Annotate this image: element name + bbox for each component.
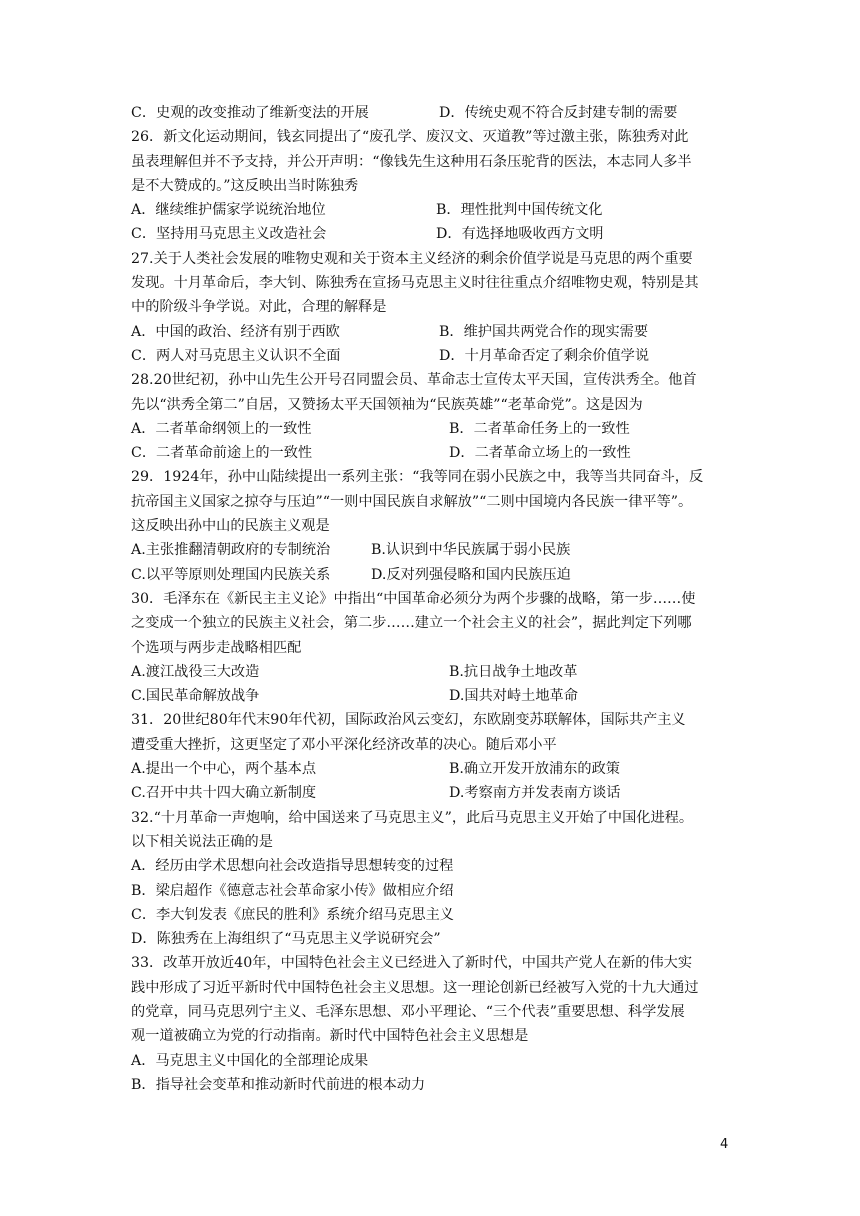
option-row [131, 684, 731, 708]
option-right: D.国共对峙土地革命 [449, 688, 578, 705]
option-right: B.抗日战争土地改革 [449, 663, 578, 680]
option-row [131, 781, 731, 805]
text-line: A．马克思主义中国化的全部理论成果 [131, 1052, 369, 1069]
option-row [131, 757, 731, 781]
text-line: 是不大赞成的。”这反映出当时陈独秀 [131, 177, 359, 194]
option-right: B．理性批判中国传统文化 [436, 202, 603, 219]
text-line: A．经历由学术思想向社会改造指导思想转变的过程 [131, 858, 454, 875]
option-row [131, 417, 731, 441]
text-line: 这反映出孙中山的民族主义观是 [131, 518, 330, 535]
text-line: 发现。十月革命后，李大钊、陈独秀在宣扬马克思主义时往往重点介绍唯物史观，特别是其 [131, 275, 699, 292]
text-line: 33．改革开放近40年，中国特色社会主义已经进入了新时代，中国共产党人在新的伟大实 [131, 955, 693, 972]
text-line: 之变成一个独立的民族主义社会，第二步……建立一个社会主义的社会”，据此判定下列哪 [131, 615, 692, 632]
text-line: 抗帝国主义国家之掠夺与压迫”“一则中国民族自求解放”“二则中国境内各民族一律平等”。 [131, 493, 693, 510]
option-right: D.考察南方并发表南方谈话 [449, 785, 621, 802]
option-right: D.反对列强侵略和国内民族压迫 [371, 566, 571, 583]
text-line: 31．20世纪80年代末90年代初，国际政治风云变幻，东欧剧变苏联解体，国际共产主义 [131, 712, 686, 729]
text-line: C．李大钊发表《庶民的胜利》系统介绍马克思主义 [131, 906, 454, 923]
option-row [131, 344, 731, 368]
option-right: B.认识到中华民族属于弱小民族 [371, 542, 571, 559]
option-left: A．二者革命纲领上的一致性 [131, 420, 312, 437]
option-row [131, 441, 731, 465]
option-row [131, 198, 731, 222]
page-number: 4 [720, 1137, 729, 1152]
option-left: A．继续维护儒家学说统治地位 [131, 202, 326, 219]
text-line: B．梁启超作《德意志社会革命家小传》做相应介绍 [131, 882, 454, 899]
option-right: D．有选择地吸收西方文明 [436, 226, 604, 243]
question-body [131, 101, 731, 1097]
option-right: B.确立开发开放浦东的政策 [449, 761, 620, 778]
option-left: A．中国的政治、经济有别于西欧 [131, 323, 340, 340]
option-row [131, 101, 731, 125]
option-right: D．二者革命立场上的一致性 [449, 445, 631, 462]
option-right: B．维护国共两党合作的现实需要 [439, 323, 649, 340]
text-line: 32.“十月革命一声炮响，给中国送来了马克思主义”，此后马克思主义开始了中国化进程。 [131, 809, 694, 826]
text-line: 28.20世纪初，孙中山先生公开号召同盟会员、革命志士宣传太平天国，宣传洪秀全。他首 [131, 372, 697, 389]
option-row [131, 222, 731, 246]
text-line: 30．毛泽东在《新民主主义论》中指出“中国革命必须分为两个步骤的战略，第一步……使 [131, 590, 696, 607]
text-line: 个选项与两步走战略相匹配 [131, 639, 302, 656]
text-line: 观一道被确立为党的行动指南。新时代中国特色社会主义思想是 [131, 1028, 529, 1045]
text-line: 先以“洪秀全第二”自居，又赞扬太平天国领袖为“民族英雄”“老革命党”。这是因为 [131, 396, 643, 413]
option-left: A.提出一个中心，两个基本点 [131, 761, 317, 778]
option-row [131, 320, 731, 344]
text-line: 以下相关说法正确的是 [131, 833, 273, 850]
text-line: 的党章，同马克思列宁主义、毛泽东思想、邓小平理论、“三个代表”重要思想、科学发展 [131, 1003, 685, 1020]
option-right: B．二者革命任务上的一致性 [449, 420, 630, 437]
option-right: D．十月革命否定了剩余价值学说 [439, 347, 650, 364]
text-line: B．指导社会变革和推动新时代前进的根本动力 [131, 1076, 426, 1093]
option-left: A.渡江战役三大改造 [131, 663, 260, 680]
option-left: C.国民革命解放战争 [131, 688, 260, 705]
option-row [131, 563, 731, 587]
option-left: C．史观的改变推动了维新变法的开展 [131, 105, 369, 121]
option-left: C.召开中共十四大确立新制度 [131, 785, 317, 802]
option-left: C．二者革命前途上的一致性 [131, 445, 313, 462]
option-left: C.以平等原则处理国内民族关系 [131, 566, 331, 583]
text-line: 29．1924年，孙中山陆续提出一系列主张：“我等同在弱小民族之中，我等当共同奋斗，反 [131, 469, 704, 486]
text-line: 遭受重大挫折，这更坚定了邓小平深化经济改革的决心。随后邓小平 [131, 736, 557, 753]
option-left: C．两人对马克思主义认识不全面 [131, 347, 341, 364]
option-row [131, 538, 731, 562]
option-left: A.主张推翻清朝政府的专制统治 [131, 542, 331, 559]
text-line: D．陈独秀在上海组织了“马克思主义学说研究会” [131, 931, 441, 948]
option-right: D．传统史观不符合反封建专制的需要 [439, 105, 678, 121]
text-line: 虽表理解但并不予支持，并公开声明：“像钱先生这种用石条压驼背的医法，本志同人多半 [131, 153, 692, 170]
text-line: 26．新文化运动期间，钱玄同提出了“废孔学、废汉文、灭道教”等过激主张，陈独秀对此 [131, 129, 689, 146]
text-line: 践中形成了习近平新时代中国特色社会主义思想。这一理论创新已经被写入党的十九大通过 [131, 979, 699, 996]
text-line: 27.关于人类社会发展的唯物史观和关于资本主义经济的剩余价值学说是马克思的两个重要 [131, 250, 693, 267]
option-left: C．坚持用马克思主义改造社会 [131, 226, 327, 243]
text-line: 中的阶级斗争学说。对此，合理的解释是 [131, 299, 387, 316]
option-row [131, 660, 731, 684]
